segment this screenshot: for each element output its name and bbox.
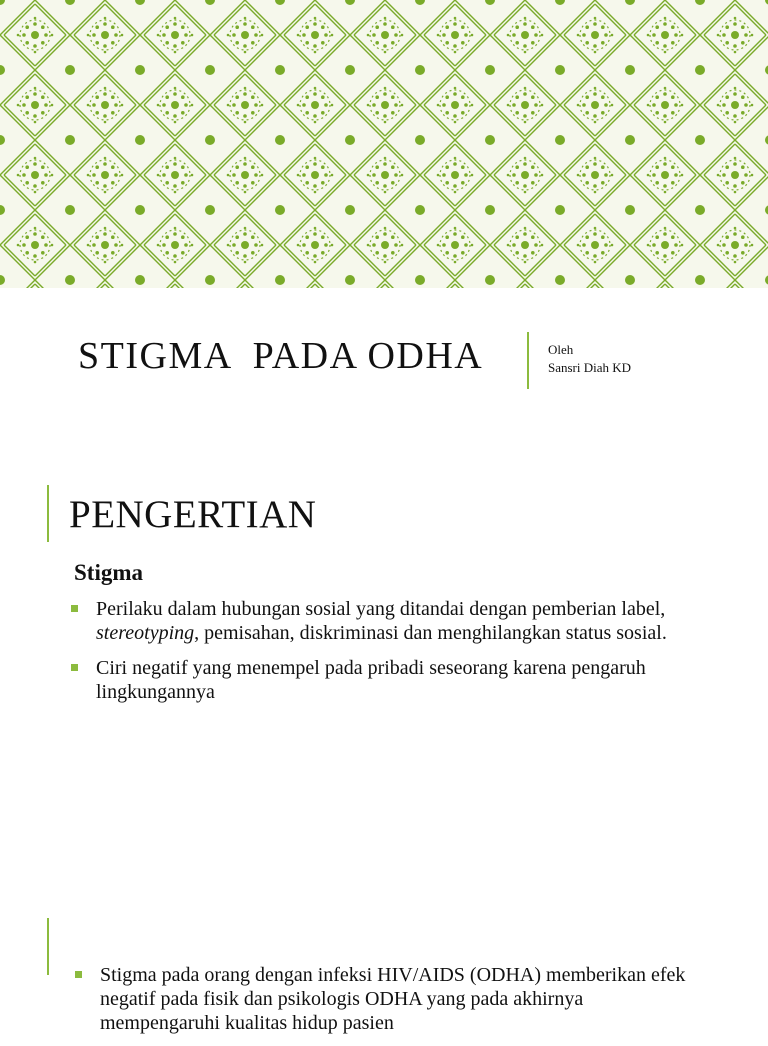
section-heading: PENGERTIAN — [69, 493, 317, 536]
presentation-title: STIGMA PADA ODHA — [78, 335, 484, 377]
section-subheading: Stigma — [74, 560, 143, 585]
heading-accent-bar — [47, 485, 49, 542]
definition-list — [96, 597, 696, 715]
list-item — [100, 963, 700, 1035]
list-item — [96, 656, 696, 704]
square-bullet-icon — [71, 605, 78, 612]
author-block — [548, 341, 631, 377]
title-divider — [527, 332, 529, 389]
slide3-accent-bar — [47, 918, 49, 975]
bullet-text-before: Perilaku dalam hubungan sosial yang ditandai dengan pemberian label, — [96, 598, 666, 620]
square-bullet-icon — [75, 971, 82, 978]
author-name: Sansri Diah KD — [548, 360, 632, 375]
stigma-effects-list — [100, 963, 700, 1046]
bullet-text-emphasis: stereotyping — [96, 622, 195, 644]
list-item — [96, 597, 696, 645]
bullet-text: Stigma pada orang dengan infeksi HIV/AIDS (ODHA) memberikan efek negatif pada fisik dan psikologis ODHA yang pada akhirnya mempengaruhi kualitas hidup pasien — [100, 964, 686, 1034]
author-prefix: Oleh — [548, 342, 574, 357]
bullet-text-after: , pemisahan, diskriminasi dan menghilangkan status sosial. — [194, 622, 667, 644]
decorative-pattern-banner — [0, 0, 768, 288]
bullet-text: Ciri negatif yang menempel pada pribadi seseorang karena pengaruh lingkungannya — [96, 657, 646, 703]
square-bullet-icon — [71, 664, 78, 671]
pattern-graphic — [0, 0, 768, 288]
